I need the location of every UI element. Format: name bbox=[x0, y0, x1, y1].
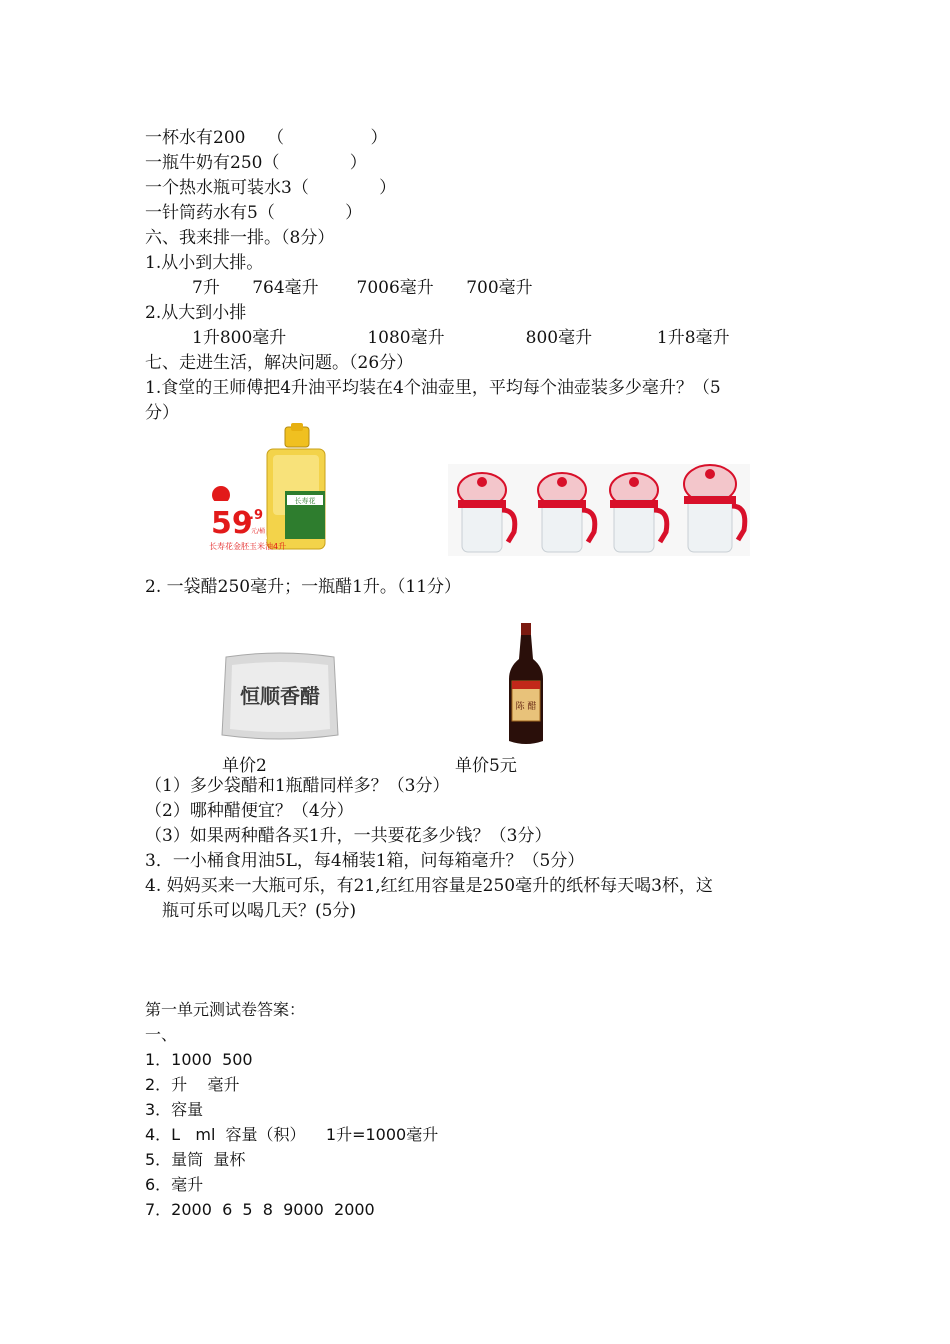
answer-item: 2．升 毫升 bbox=[145, 1075, 240, 1094]
answer-item: 4．L ml 容量（积） 1升=1000毫升 bbox=[145, 1125, 439, 1144]
section6-q2-values: 1升800毫升 1080毫升 800毫升 1升8毫升 bbox=[192, 328, 730, 348]
vinegar-bag-brand: 恒顺香醋 bbox=[240, 684, 320, 708]
oil-caption: 长寿花金胚玉米油4升 bbox=[209, 542, 287, 551]
fill-item-water: 一杯水有200 （ ） bbox=[145, 128, 388, 148]
section7-sub3: （3）如果两种醋各买1升，一共要花多少钱？（3分） bbox=[145, 826, 552, 846]
section6-q1-label: 1.从小到大排。 bbox=[145, 253, 264, 273]
fill-item-milk: 一瓶牛奶有250（ ） bbox=[145, 153, 367, 173]
section6-title: 六、我来排一排。（8分） bbox=[145, 228, 335, 248]
section7-q3: 3．一小桶食用油5L，每4桶装1箱，问每箱毫升？（5分） bbox=[145, 851, 585, 871]
price-bag: 单价2 bbox=[222, 756, 267, 776]
answer-item: 5．量筒 量杯 bbox=[145, 1150, 246, 1169]
section7-sub1: （1）多少袋醋和1瓶醋同样多？（3分） bbox=[145, 776, 450, 796]
fill-item-thermos: 一个热水瓶可装水3（ ） bbox=[145, 178, 397, 198]
section7-q4-line1: 4. 妈妈买来一大瓶可乐，有21,红红用容量是250毫升的纸杯每天喝3杯，这 bbox=[145, 876, 713, 896]
oil-product-image bbox=[205, 421, 347, 556]
section6-q1-values: 7升 764毫升 7006毫升 700毫升 bbox=[192, 278, 533, 298]
price-bottle: 单价5元 bbox=[455, 756, 517, 776]
oil-jugs-image bbox=[448, 452, 750, 556]
answers-part: 一、 bbox=[145, 1025, 178, 1044]
answer-item: 1．1000 500 bbox=[145, 1050, 253, 1069]
answers-title: 第一单元测试卷答案： bbox=[145, 1000, 306, 1019]
section6-q2-label: 2.从大到小排 bbox=[145, 303, 247, 323]
section7-sub2: （2）哪种醋便宜？（4分） bbox=[145, 801, 354, 821]
fill-item-syringe: 一针筒药水有5（ ） bbox=[145, 203, 363, 223]
oil-brand-label: 长寿花 bbox=[294, 497, 316, 505]
section7-title: 七、走进生活，解决问题。（26分） bbox=[145, 353, 414, 373]
vinegar-bag-image bbox=[218, 651, 342, 741]
section7-q1-line2: 分） bbox=[145, 403, 179, 423]
oil-price-unit: 元/桶 bbox=[251, 528, 266, 535]
section7-q1-line1: 1.食堂的王师傅把4升油平均装在4个油壶里，平均每个油壶装多少毫升？（5 bbox=[145, 378, 721, 398]
answer-item: 7．2000 6 5 8 9000 2000 bbox=[145, 1200, 375, 1219]
section7-q4-line2: 瓶可乐可以喝几天？(5分) bbox=[162, 901, 357, 921]
vinegar-bottle-label: 陈 醋 bbox=[515, 702, 537, 712]
vinegar-bottle-image bbox=[509, 623, 543, 745]
oil-price-big: 59 bbox=[211, 506, 253, 541]
answer-item: 6．毫升 bbox=[145, 1175, 204, 1194]
answer-item: 3．容量 bbox=[145, 1100, 204, 1119]
oil-price-small: .9 bbox=[249, 508, 263, 523]
section7-q2-line: 2. 一袋醋250毫升；一瓶醋1升。（11分） bbox=[145, 577, 462, 597]
